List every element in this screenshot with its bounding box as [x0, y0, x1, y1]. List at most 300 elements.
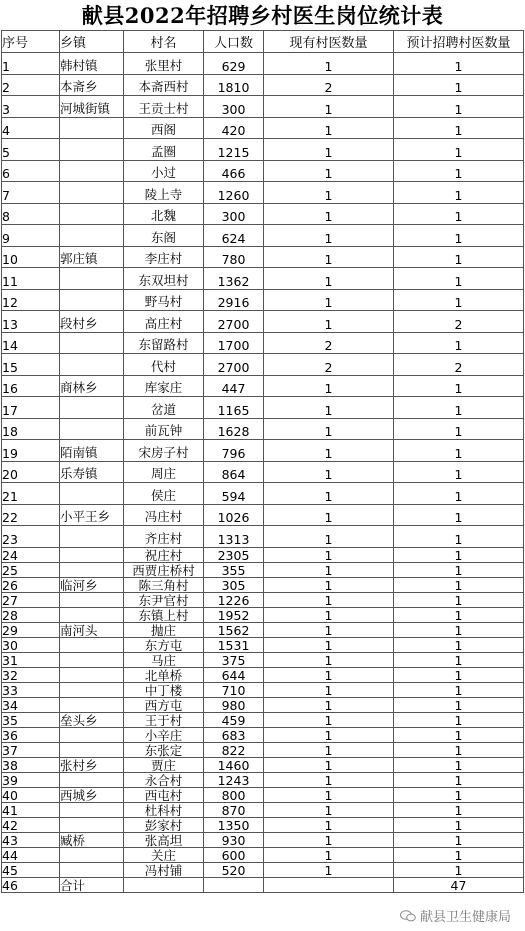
town-cell — [60, 526, 124, 548]
current-doctors-cell: 1 — [264, 682, 394, 697]
planned-doctors-cell: 1 — [394, 592, 524, 607]
planned-doctors-cell: 2 — [394, 354, 524, 376]
town-cell — [60, 139, 124, 161]
village-cell: 陈三角村 — [124, 577, 204, 592]
village-cell: 小过 — [124, 160, 204, 182]
current-doctors-cell: 1 — [264, 526, 394, 548]
town-cell — [60, 772, 124, 787]
current-doctors-cell: 1 — [264, 712, 394, 727]
table-row — [2, 483, 524, 505]
planned-doctors-cell: 1 — [394, 418, 524, 440]
town-cell — [60, 862, 124, 877]
row-number: 20 — [2, 461, 60, 483]
village-cell: 中丁楼 — [124, 682, 204, 697]
table-row — [2, 526, 524, 548]
row-number: 27 — [2, 592, 60, 607]
planned-doctors-cell: 1 — [394, 637, 524, 652]
planned-doctors-cell: 1 — [394, 289, 524, 311]
village-cell: 西贾庄桥村 — [124, 562, 204, 577]
planned-doctors-cell: 1 — [394, 225, 524, 247]
current-doctors-cell: 2 — [264, 354, 394, 376]
town-cell: 小平王乡 — [60, 504, 124, 526]
population-cell: 710 — [204, 682, 264, 697]
current-doctors-cell: 1 — [264, 772, 394, 787]
table-row — [2, 622, 524, 637]
table-row — [2, 742, 524, 757]
planned-doctors-cell: 1 — [394, 607, 524, 622]
planned-doctors-cell: 1 — [394, 53, 524, 75]
table-row — [2, 817, 524, 832]
town-cell — [60, 652, 124, 667]
town-cell: 临河乡 — [60, 577, 124, 592]
town-cell: 郭庄镇 — [60, 246, 124, 268]
current-doctors-cell: 1 — [264, 847, 394, 862]
town-cell — [60, 667, 124, 682]
current-doctors-cell: 1 — [264, 203, 394, 225]
population-cell: 2305 — [204, 547, 264, 562]
table-row — [2, 311, 524, 333]
village-cell: 东尹官村 — [124, 592, 204, 607]
table-row — [2, 697, 524, 712]
town-cell: 西城乡 — [60, 787, 124, 802]
row-number: 30 — [2, 637, 60, 652]
planned-doctors-cell: 1 — [394, 96, 524, 118]
village-cell: 张里村 — [124, 53, 204, 75]
row-number: 17 — [2, 397, 60, 419]
current-doctors-cell: 1 — [264, 787, 394, 802]
planned-doctors-cell: 1 — [394, 787, 524, 802]
village-cell: 岔道 — [124, 397, 204, 419]
village-cell: 东镇上村 — [124, 607, 204, 622]
planned-doctors-cell: 1 — [394, 461, 524, 483]
population-cell: 683 — [204, 727, 264, 742]
row-number: 44 — [2, 847, 60, 862]
town-cell — [60, 418, 124, 440]
watermark-text: 献县卫生健康局 — [419, 910, 511, 925]
village-cell: 贾庄 — [124, 757, 204, 772]
planned-doctors-cell: 1 — [394, 727, 524, 742]
town-cell — [60, 547, 124, 562]
header-current-doctors: 现有村医数量 — [264, 31, 394, 53]
table-row — [2, 787, 524, 802]
current-doctors-cell: 1 — [264, 757, 394, 772]
town-cell — [60, 203, 124, 225]
planned-doctors-cell: 1 — [394, 526, 524, 548]
row-number: 6 — [2, 160, 60, 182]
row-number: 11 — [2, 268, 60, 290]
planned-doctors-cell: 1 — [394, 117, 524, 139]
population-cell: 375 — [204, 652, 264, 667]
village-cell: 冯庄村 — [124, 504, 204, 526]
current-doctors-cell: 1 — [264, 697, 394, 712]
town-cell — [60, 562, 124, 577]
population-cell: 864 — [204, 461, 264, 483]
table-row — [2, 397, 524, 419]
town-cell — [60, 289, 124, 311]
wechat-icon — [400, 910, 416, 922]
current-doctors-cell: 1 — [264, 504, 394, 526]
village-cell: 齐庄村 — [124, 526, 204, 548]
row-number: 15 — [2, 354, 60, 376]
row-number: 32 — [2, 667, 60, 682]
table-row — [2, 682, 524, 697]
town-cell: 乐寿镇 — [60, 461, 124, 483]
planned-doctors-cell: 1 — [394, 577, 524, 592]
village-cell: 野马村 — [124, 289, 204, 311]
population-cell: 1215 — [204, 139, 264, 161]
village-cell: 宋房子村 — [124, 440, 204, 462]
planned-doctors-cell: 1 — [394, 182, 524, 204]
planned-doctors-cell: 1 — [394, 74, 524, 96]
row-number: 31 — [2, 652, 60, 667]
town-cell — [60, 397, 124, 419]
town-cell — [60, 182, 124, 204]
village-cell: 王于村 — [124, 712, 204, 727]
village-cell: 周庄 — [124, 461, 204, 483]
row-number: 5 — [2, 139, 60, 161]
table-row — [2, 712, 524, 727]
village-cell: 库家庄 — [124, 375, 204, 397]
population-cell: 1460 — [204, 757, 264, 772]
planned-doctors-cell: 1 — [394, 862, 524, 877]
town-cell — [60, 160, 124, 182]
row-number: 3 — [2, 96, 60, 118]
row-number: 2 — [2, 74, 60, 96]
village-cell: 西阁 — [124, 117, 204, 139]
population-cell: 930 — [204, 832, 264, 847]
total-planned-doctors: 47 — [394, 877, 524, 892]
current-doctors-cell: 1 — [264, 652, 394, 667]
table-row — [2, 440, 524, 462]
table-row — [2, 577, 524, 592]
town-cell: 陌南镇 — [60, 440, 124, 462]
table-row — [2, 117, 524, 139]
village-cell: 北单桥 — [124, 667, 204, 682]
row-number: 25 — [2, 562, 60, 577]
table-row — [2, 652, 524, 667]
village-cell: 祝庄村 — [124, 547, 204, 562]
header-village: 村名 — [124, 31, 204, 53]
table-row — [2, 74, 524, 96]
village-cell: 高庄村 — [124, 311, 204, 333]
table-row — [2, 182, 524, 204]
population-cell: 466 — [204, 160, 264, 182]
table-row — [2, 727, 524, 742]
village-cell: 西屯村 — [124, 787, 204, 802]
village-cell: 西方屯 — [124, 697, 204, 712]
table-row — [2, 225, 524, 247]
planned-doctors-cell: 1 — [394, 757, 524, 772]
town-cell — [60, 742, 124, 757]
table-row — [2, 289, 524, 311]
row-number: 35 — [2, 712, 60, 727]
town-cell — [60, 483, 124, 505]
table-row — [2, 607, 524, 622]
planned-doctors-cell: 1 — [394, 847, 524, 862]
population-cell: 870 — [204, 802, 264, 817]
row-number: 43 — [2, 832, 60, 847]
row-number: 9 — [2, 225, 60, 247]
town-cell: 段村乡 — [60, 311, 124, 333]
population-cell: 1313 — [204, 526, 264, 548]
village-cell: 侯庄 — [124, 483, 204, 505]
current-doctors-cell: 1 — [264, 862, 394, 877]
town-cell: 垒头乡 — [60, 712, 124, 727]
row-number: 19 — [2, 440, 60, 462]
current-doctors-cell: 1 — [264, 182, 394, 204]
current-doctors-cell: 1 — [264, 592, 394, 607]
town-cell — [60, 268, 124, 290]
row-number: 41 — [2, 802, 60, 817]
population-cell: 1562 — [204, 622, 264, 637]
population-cell: 1243 — [204, 772, 264, 787]
population-cell: 1226 — [204, 592, 264, 607]
village-cell: 东留路村 — [124, 332, 204, 354]
current-doctors-cell: 1 — [264, 139, 394, 161]
current-doctors-cell: 1 — [264, 607, 394, 622]
header-town: 乡镇 — [60, 31, 124, 53]
village-cell: 东张定 — [124, 742, 204, 757]
row-number: 28 — [2, 607, 60, 622]
population-cell: 2700 — [204, 311, 264, 333]
planned-doctors-cell: 1 — [394, 332, 524, 354]
current-doctors-cell: 1 — [264, 483, 394, 505]
village-cell: 代村 — [124, 354, 204, 376]
table-title: 献县2022年招聘乡村医生岗位统计表 — [81, 3, 444, 28]
table-row — [2, 96, 524, 118]
population-cell: 822 — [204, 742, 264, 757]
village-cell: 本斋西村 — [124, 74, 204, 96]
current-doctors-cell: 1 — [264, 96, 394, 118]
table-row — [2, 332, 524, 354]
table-row — [2, 757, 524, 772]
row-number: 36 — [2, 727, 60, 742]
town-cell — [60, 637, 124, 652]
total-label: 合计 — [60, 877, 124, 892]
population-cell: 1026 — [204, 504, 264, 526]
current-doctors-cell: 1 — [264, 727, 394, 742]
table-row — [2, 637, 524, 652]
row-number: 33 — [2, 682, 60, 697]
planned-doctors-cell: 1 — [394, 483, 524, 505]
population-cell: 447 — [204, 375, 264, 397]
town-cell: 张村乡 — [60, 757, 124, 772]
population-cell: 1700 — [204, 332, 264, 354]
population-cell: 1350 — [204, 817, 264, 832]
planned-doctors-cell: 1 — [394, 440, 524, 462]
town-cell — [60, 117, 124, 139]
town-cell — [60, 592, 124, 607]
total-village — [124, 877, 204, 892]
population-cell: 629 — [204, 53, 264, 75]
village-cell: 陵上寺 — [124, 182, 204, 204]
watermark — [400, 906, 511, 925]
current-doctors-cell: 1 — [264, 577, 394, 592]
population-cell: 600 — [204, 847, 264, 862]
table-row — [2, 203, 524, 225]
row-number: 14 — [2, 332, 60, 354]
population-cell: 2916 — [204, 289, 264, 311]
town-cell — [60, 332, 124, 354]
table-row — [2, 160, 524, 182]
population-cell: 520 — [204, 862, 264, 877]
table-row — [2, 592, 524, 607]
table-row — [2, 461, 524, 483]
village-cell: 永合村 — [124, 772, 204, 787]
current-doctors-cell: 1 — [264, 418, 394, 440]
town-cell — [60, 354, 124, 376]
town-cell: 本斋乡 — [60, 74, 124, 96]
town-cell — [60, 802, 124, 817]
population-cell: 300 — [204, 203, 264, 225]
row-number: 40 — [2, 787, 60, 802]
row-number: 42 — [2, 817, 60, 832]
town-cell: 商林乡 — [60, 375, 124, 397]
planned-doctors-cell: 1 — [394, 667, 524, 682]
current-doctors-cell: 1 — [264, 440, 394, 462]
current-doctors-cell: 1 — [264, 53, 394, 75]
town-cell — [60, 847, 124, 862]
population-cell: 1531 — [204, 637, 264, 652]
row-number: 24 — [2, 547, 60, 562]
row-number: 10 — [2, 246, 60, 268]
population-cell: 305 — [204, 577, 264, 592]
row-number: 38 — [2, 757, 60, 772]
total-population — [204, 877, 264, 892]
current-doctors-cell: 1 — [264, 461, 394, 483]
planned-doctors-cell: 1 — [394, 504, 524, 526]
town-cell: 南河头 — [60, 622, 124, 637]
current-doctors-cell: 1 — [264, 268, 394, 290]
current-doctors-cell: 1 — [264, 311, 394, 333]
planned-doctors-cell: 1 — [394, 712, 524, 727]
current-doctors-cell: 1 — [264, 622, 394, 637]
current-doctors-cell: 1 — [264, 117, 394, 139]
header-no: 序号 — [2, 31, 60, 53]
total-row — [2, 877, 524, 892]
current-doctors-cell: 1 — [264, 547, 394, 562]
current-doctors-cell: 1 — [264, 160, 394, 182]
village-cell: 彭家村 — [124, 817, 204, 832]
town-cell — [60, 682, 124, 697]
current-doctors-cell: 1 — [264, 742, 394, 757]
row-number: 18 — [2, 418, 60, 440]
table-row — [2, 268, 524, 290]
row-number: 4 — [2, 117, 60, 139]
table-row — [2, 847, 524, 862]
population-cell: 420 — [204, 117, 264, 139]
table-row — [2, 418, 524, 440]
population-cell: 594 — [204, 483, 264, 505]
current-doctors-cell: 1 — [264, 667, 394, 682]
header-row — [2, 31, 524, 53]
table-row — [2, 354, 524, 376]
town-cell — [60, 727, 124, 742]
row-number: 12 — [2, 289, 60, 311]
table-row — [2, 802, 524, 817]
planned-doctors-cell: 1 — [394, 160, 524, 182]
row-number: 16 — [2, 375, 60, 397]
row-number: 13 — [2, 311, 60, 333]
planned-doctors-cell: 1 — [394, 139, 524, 161]
row-number: 21 — [2, 483, 60, 505]
table-row — [2, 53, 524, 75]
table-row — [2, 862, 524, 877]
village-cell: 马庄 — [124, 652, 204, 667]
population-cell: 1628 — [204, 418, 264, 440]
row-number: 34 — [2, 697, 60, 712]
planned-doctors-cell: 1 — [394, 697, 524, 712]
village-cell: 冯村铺 — [124, 862, 204, 877]
town-cell — [60, 817, 124, 832]
population-cell: 1952 — [204, 607, 264, 622]
current-doctors-cell: 1 — [264, 562, 394, 577]
table-row — [2, 504, 524, 526]
row-number: 22 — [2, 504, 60, 526]
header-planned-doctors: 预计招聘村医数量 — [394, 31, 524, 53]
row-number: 8 — [2, 203, 60, 225]
row-number: 45 — [2, 862, 60, 877]
current-doctors-cell: 1 — [264, 817, 394, 832]
village-cell: 杜科村 — [124, 802, 204, 817]
current-doctors-cell: 2 — [264, 74, 394, 96]
row-number: 23 — [2, 526, 60, 548]
current-doctors-cell: 1 — [264, 637, 394, 652]
total-current-doctors — [264, 877, 394, 892]
planned-doctors-cell: 1 — [394, 682, 524, 697]
population-cell: 644 — [204, 667, 264, 682]
town-cell — [60, 607, 124, 622]
planned-doctors-cell: 1 — [394, 772, 524, 787]
population-cell: 1260 — [204, 182, 264, 204]
population-cell: 780 — [204, 246, 264, 268]
table-row — [2, 562, 524, 577]
town-cell — [60, 225, 124, 247]
village-cell: 小辛庄 — [124, 727, 204, 742]
current-doctors-cell: 1 — [264, 246, 394, 268]
population-cell: 1810 — [204, 74, 264, 96]
population-cell: 800 — [204, 787, 264, 802]
planned-doctors-cell: 1 — [394, 652, 524, 667]
planned-doctors-cell: 2 — [394, 311, 524, 333]
population-cell: 300 — [204, 96, 264, 118]
population-cell: 796 — [204, 440, 264, 462]
table-row — [2, 139, 524, 161]
village-cell: 孟圈 — [124, 139, 204, 161]
current-doctors-cell: 1 — [264, 397, 394, 419]
row-number: 29 — [2, 622, 60, 637]
population-cell: 355 — [204, 562, 264, 577]
table-row — [2, 246, 524, 268]
header-population: 人口数 — [204, 31, 264, 53]
planned-doctors-cell: 1 — [394, 817, 524, 832]
village-cell: 张高坦 — [124, 832, 204, 847]
town-cell — [60, 697, 124, 712]
planned-doctors-cell: 1 — [394, 562, 524, 577]
total-number: 46 — [2, 877, 60, 892]
row-number: 39 — [2, 772, 60, 787]
village-cell: 抛庄 — [124, 622, 204, 637]
planned-doctors-cell: 1 — [394, 802, 524, 817]
population-cell: 2700 — [204, 354, 264, 376]
current-doctors-cell: 1 — [264, 832, 394, 847]
table-row — [2, 547, 524, 562]
town-cell: 韩村镇 — [60, 53, 124, 75]
planned-doctors-cell: 1 — [394, 742, 524, 757]
row-number: 7 — [2, 182, 60, 204]
planned-doctors-cell: 1 — [394, 203, 524, 225]
village-cell: 李庄村 — [124, 246, 204, 268]
